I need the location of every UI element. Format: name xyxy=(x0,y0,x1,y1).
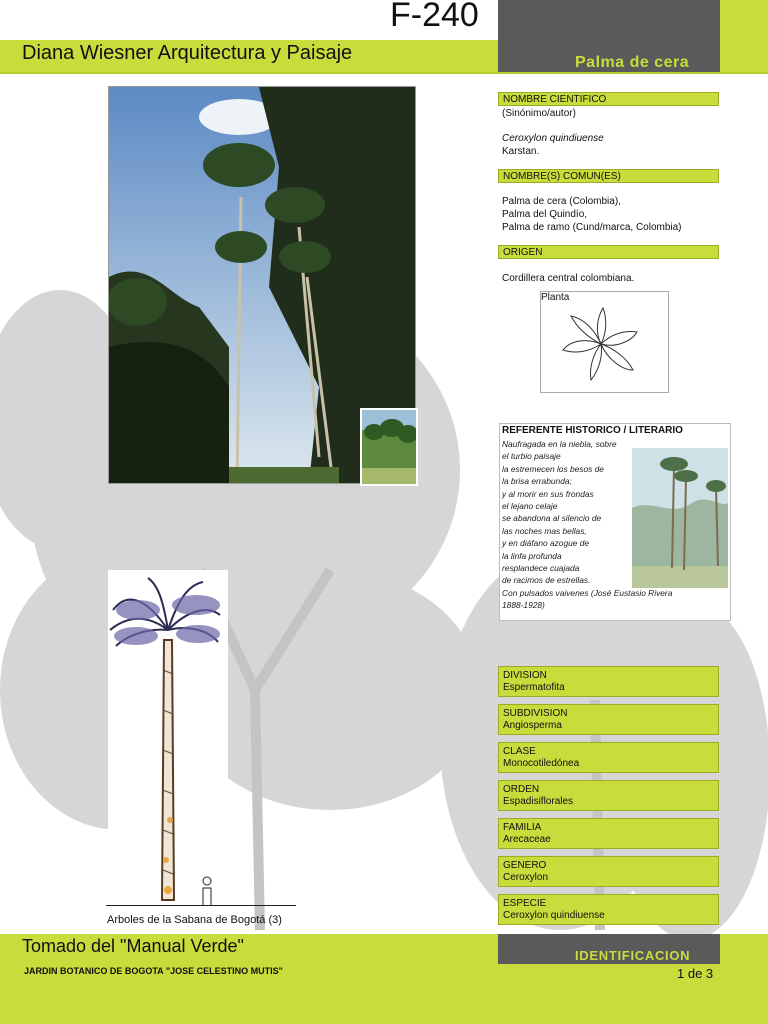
header-rule xyxy=(0,72,768,74)
plan-view-label: Planta xyxy=(541,292,570,303)
taxonomy-label: ESPECIE xyxy=(503,898,547,909)
page-number: 1 de 3 xyxy=(677,966,714,981)
species-common-name: Palma de cera xyxy=(575,54,690,71)
header-corner xyxy=(720,0,768,72)
taxonomy-label: CLASE xyxy=(503,746,536,757)
taxonomy-class xyxy=(498,742,719,773)
scientific-author: Karstan. xyxy=(502,146,540,157)
footer-institution: JARDIN BOTANICO DE BOGOTA "JOSE CELESTINO MUTIS" xyxy=(24,966,283,976)
taxonomy-value: Ceroxylon quindiuense xyxy=(503,910,605,921)
taxonomy-label: ORDEN xyxy=(503,784,540,795)
taxonomy-value: Monocotiledónea xyxy=(503,758,580,769)
literary-poem: Naufragada en la niebla, sobre el turbio paisaje la estremecen los besos de la brisa errabunda; y al morir en sus frondas el lejano celaje se abandona al silencio de las noches mas bellas, y en diáfano azogue de la linfa profunda resplandece cuajada de racimos de estrellas. Con pulsados vaivenes (José Eustasio Rivera 1888-1928) xyxy=(502,439,673,611)
taxonomy-order xyxy=(498,780,719,811)
taxonomy-species xyxy=(498,894,719,925)
origin-heading: ORIGEN xyxy=(498,245,719,259)
palm-plan-view-icon xyxy=(558,305,644,383)
taxonomy-label: DIVISION xyxy=(503,670,547,681)
taxonomy-label: SUBDIVISION xyxy=(503,708,568,719)
palm-inset-photo xyxy=(360,408,418,486)
footer-section-title: IDENTIFICACION xyxy=(575,948,691,963)
common-names-text: Palma de cera (Colombia), Palma del Quindío, Palma de ramo (Cund/marca, Colombia) xyxy=(502,196,682,233)
header-dark-panel xyxy=(498,0,720,58)
taxonomy-value: Espadisiflorales xyxy=(503,796,574,807)
taxonomy-value: Angiosperma xyxy=(503,720,562,731)
taxonomy-label: GENERO xyxy=(503,860,547,871)
taxonomy-label: FAMILIA xyxy=(503,822,542,833)
literary-reference-title: REFERENTE HISTORICO / LITERARIO xyxy=(502,425,683,436)
scientific-synonym-label: (Sinónimo/autor) xyxy=(502,108,576,119)
origin-text: Cordillera central colombiana. xyxy=(502,273,635,284)
drawing-caption: Arboles de la Sabana de Bogotá (3) xyxy=(107,914,282,926)
human-scale-figure-icon xyxy=(200,876,214,906)
taxonomy-value: Espermatofita xyxy=(503,682,565,693)
taxonomy-subdivision xyxy=(498,704,719,735)
taxonomy-value: Ceroxylon xyxy=(503,872,549,883)
common-names-heading: NOMBRE(S) COMUN(ES) xyxy=(498,169,719,183)
scientific-name: Ceroxylon quindiuense xyxy=(502,133,604,144)
scientific-name-heading: NOMBRE CIENTIFICO xyxy=(498,92,719,106)
palm-watercolor-painting xyxy=(632,448,728,588)
taxonomy-family xyxy=(498,818,719,849)
taxonomy-value: Arecaceae xyxy=(503,834,551,845)
firm-name: Diana Wiesner Arquitectura y Paisaje xyxy=(22,42,353,64)
footer-source: Tomado del "Manual Verde" xyxy=(22,936,244,956)
taxonomy-genus xyxy=(498,856,719,887)
taxonomy-division xyxy=(498,666,719,697)
sheet-code: F-240 xyxy=(390,0,479,34)
palm-drawing-illustration xyxy=(108,570,228,906)
